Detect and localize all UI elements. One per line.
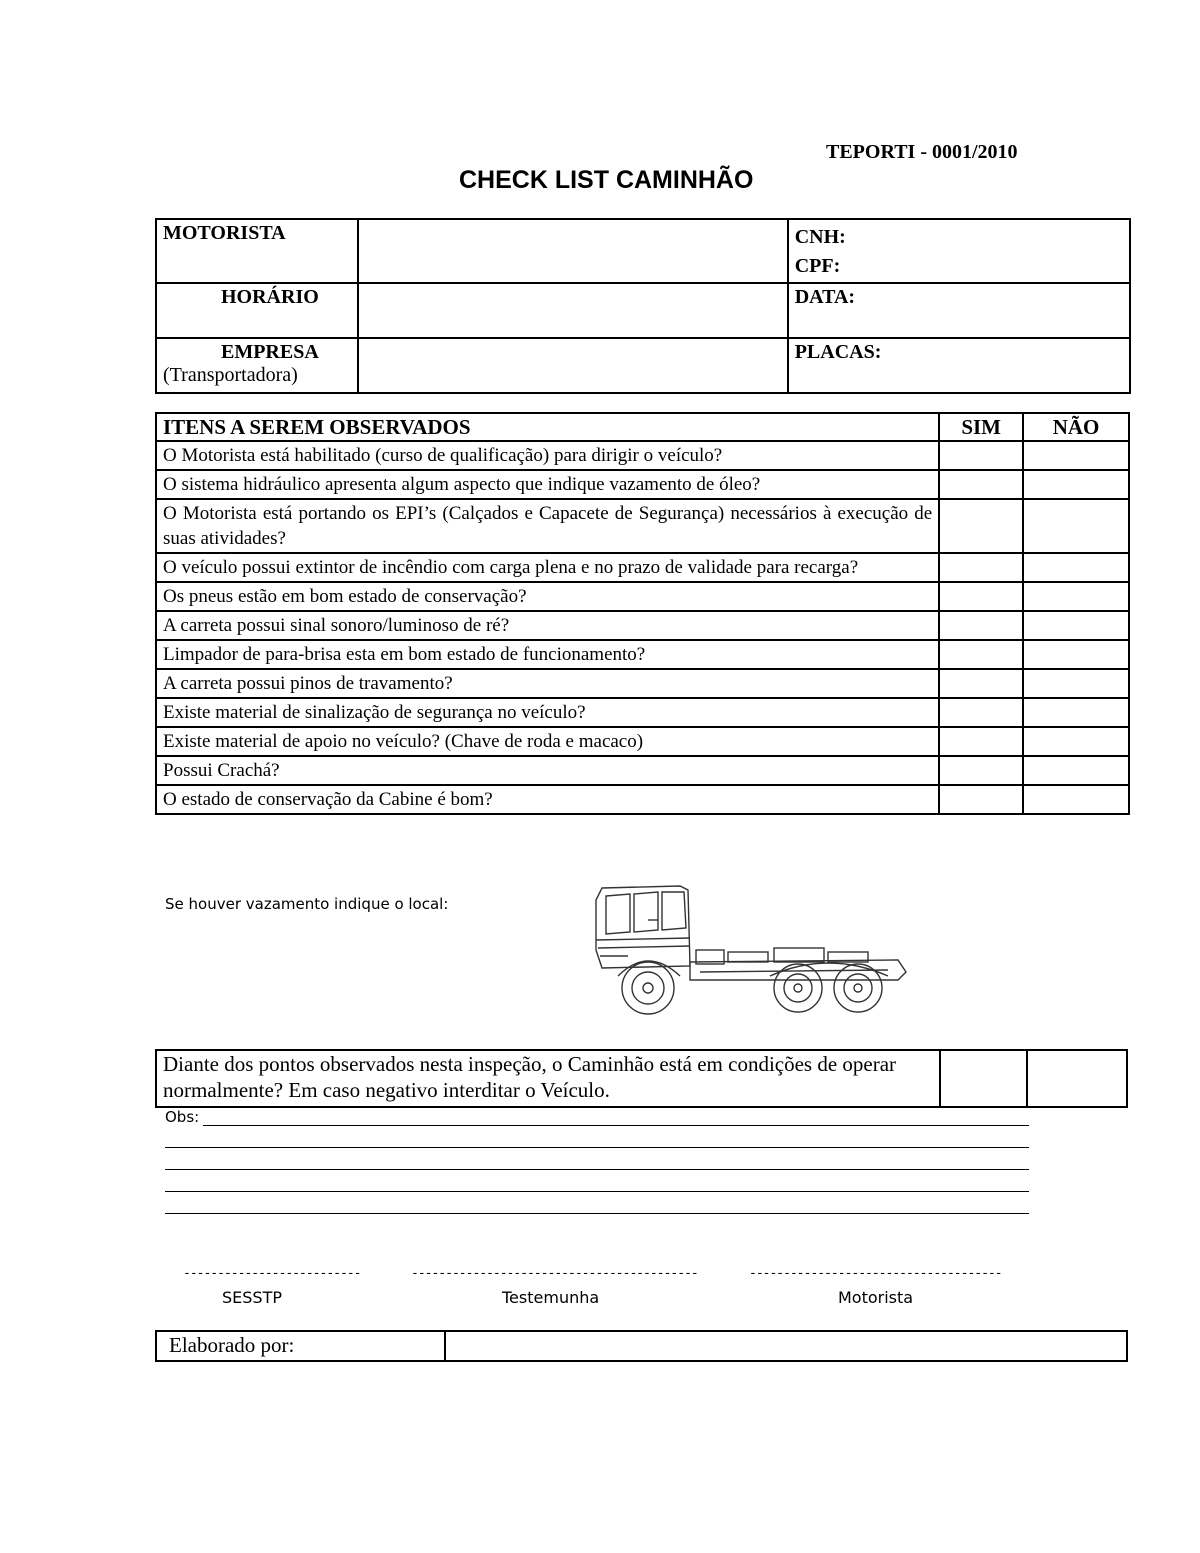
checklist-table [155,412,1130,815]
nao-checkbox[interactable] [1023,582,1129,611]
nao-header: NÃO [1023,413,1129,441]
empresa-field[interactable] [358,338,788,393]
document-code: TEPORTI - 0001/2010 [826,141,1018,163]
item-question: A carreta possui pinos de travamento? [156,669,939,698]
sim-checkbox[interactable] [939,669,1023,698]
item-question: O Motorista está portando os EPI’s (Calçados e Capacete de Segurança) necessários à execução de suas atividades? [156,499,939,553]
table-row [156,669,1129,698]
placas-label: PLACAS: [794,341,882,363]
nao-checkbox[interactable] [1023,640,1129,669]
table-row [156,785,1129,814]
item-question: O veículo possui extintor de incêndio com carga plena e no prazo de validade para recarga? [156,553,939,582]
nao-checkbox[interactable] [1023,441,1129,470]
sim-checkbox[interactable] [939,727,1023,756]
obs-label: Obs: [165,1108,200,1126]
obs-line[interactable] [165,1169,1029,1170]
sim-header: SIM [939,413,1023,441]
table-row [156,582,1129,611]
item-question: Possui Crachá? [156,756,939,785]
nao-checkbox[interactable] [1023,669,1129,698]
sim-checkbox[interactable] [939,785,1023,814]
elaborado-field[interactable] [445,1331,1127,1361]
placas-field[interactable] [788,338,1130,393]
nao-checkbox[interactable] [1023,499,1129,553]
empresa-label [156,338,358,393]
testemunha-label: Testemunha [502,1288,600,1307]
testemunha-signature-line[interactable]: ------------------------------------------ [411,1266,698,1281]
sim-checkbox[interactable] [939,698,1023,727]
elaborado-table [155,1330,1128,1362]
table-row [156,470,1129,499]
nao-checkbox[interactable] [1023,470,1129,499]
table-row [156,611,1129,640]
item-question: Limpador de para-brisa esta em bom estado de funcionamento? [156,640,939,669]
condition-question: Diante dos pontos observados nesta inspeção, o Caminhão está em condições de operar normalmente? Em caso negativo interditar o Veículo. [156,1050,940,1107]
table-row [156,499,1129,553]
item-question: A carreta possui sinal sonoro/luminoso de ré? [156,611,939,640]
motorista-signature-line[interactable]: ------------------------------------- [749,1266,1002,1281]
nao-checkbox[interactable] [1023,611,1129,640]
nao-checkbox[interactable] [1023,756,1129,785]
table-row [156,553,1129,582]
leak-location-label: Se houver vazamento indique o local: [165,895,449,913]
sim-checkbox[interactable] [939,640,1023,669]
elaborado-label: Elaborado por: [156,1331,445,1361]
motorista-field[interactable] [358,219,788,283]
motorista-signature-label: Motorista [838,1288,914,1307]
condition-yes-box[interactable] [940,1050,1027,1107]
nao-checkbox[interactable] [1023,727,1129,756]
data-field[interactable] [788,283,1130,338]
empresa-label-text: EMPRESA [221,341,319,363]
sim-checkbox[interactable] [939,611,1023,640]
obs-line[interactable] [165,1147,1029,1148]
cpf-label: CPF: [794,255,841,277]
item-question: Os pneus estão em bom estado de conservação? [156,582,939,611]
table-row [156,640,1129,669]
item-question: Existe material de apoio no veículo? (Chave de roda e macaco) [156,727,939,756]
obs-line[interactable] [165,1191,1029,1192]
transportadora-label: (Transportadora) [163,364,298,386]
sim-checkbox[interactable] [939,499,1023,553]
cnh-cpf-field[interactable] [788,219,1130,283]
nao-checkbox[interactable] [1023,785,1129,814]
item-question: O sistema hidráulico apresenta algum aspecto que indique vazamento de óleo? [156,470,939,499]
obs-line[interactable] [203,1125,1029,1126]
obs-line[interactable] [165,1213,1029,1214]
sim-checkbox[interactable] [939,756,1023,785]
cnh-label: CNH: [794,226,846,248]
horario-label [156,283,358,338]
item-question: Existe material de sinalização de segurança no veículo? [156,698,939,727]
sesstp-label: SESSTP [222,1288,282,1307]
page-title: CHECK LIST CAMINHÃO [459,166,754,194]
table-row [156,756,1129,785]
items-header: ITENS A SEREM OBSERVADOS [156,413,939,441]
sim-checkbox[interactable] [939,470,1023,499]
sim-checkbox[interactable] [939,553,1023,582]
item-question: O estado de conservação da Cabine é bom? [156,785,939,814]
nao-checkbox[interactable] [1023,553,1129,582]
condition-no-box[interactable] [1027,1050,1127,1107]
table-row [156,441,1129,470]
sim-checkbox[interactable] [939,441,1023,470]
sesstp-signature-line[interactable]: -------------------------- [183,1266,361,1281]
horario-label-text: HORÁRIO [221,286,319,308]
nao-checkbox[interactable] [1023,698,1129,727]
truck-diagram-icon[interactable] [588,880,916,1018]
horario-field[interactable] [358,283,788,338]
motorista-label: MOTORISTA [156,219,358,283]
item-question: O Motorista está habilitado (curso de qualificação) para dirigir o veículo? [156,441,939,470]
data-label: DATA: [794,286,856,308]
table-row [156,727,1129,756]
driver-info-table [155,218,1131,394]
sim-checkbox[interactable] [939,582,1023,611]
table-row [156,698,1129,727]
vehicle-condition-table [155,1049,1128,1108]
